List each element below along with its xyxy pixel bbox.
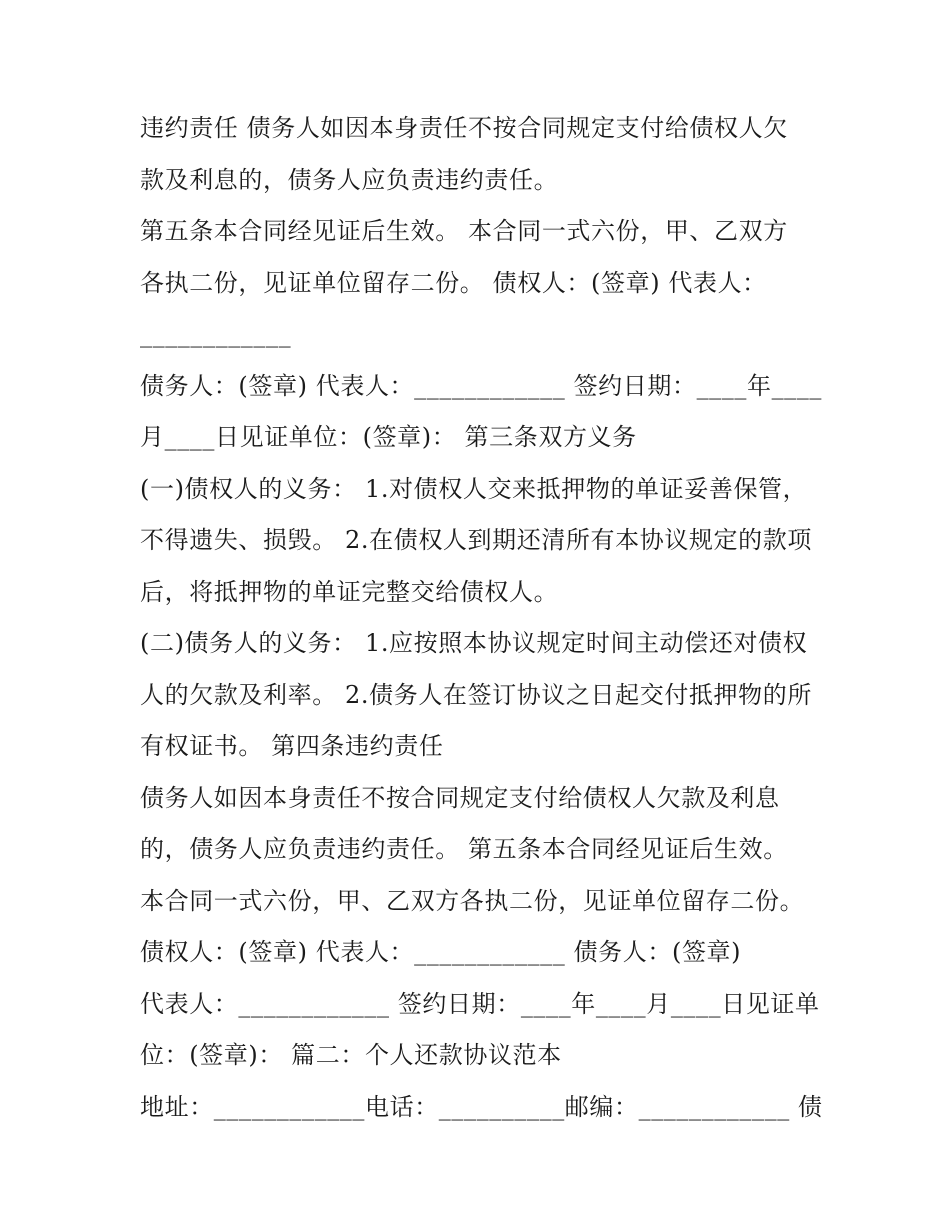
text-line-10: 后，将抵押物的单证完整交给债权人。: [140, 577, 559, 606]
text-line-12: 人的欠款及利率。 2.债务人在签订协议之日起交付抵押物的所: [140, 680, 812, 709]
text-line-18: 代表人：____________ 签约日期：____年____月____日见证单: [140, 989, 820, 1018]
text-line-4: 各执二份，见证单位留存二份。 债权人：(签章) 代表人：: [140, 268, 767, 297]
text-line-3: 第五条本合同经见证后生效。 本合同一式六份，甲、乙双方: [140, 217, 788, 245]
text-line-13: 有权证书。 第四条违约责任: [140, 732, 444, 760]
text-line-2: 款及利息的，债务人应负责违约责任。: [140, 165, 559, 194]
text-line-5: ____________: [140, 320, 292, 348]
text-line-14: 债务人如因本身责任不按合同规定支付给债权人欠款及利息: [140, 783, 780, 812]
text-line-16: 本合同一式六份，甲、乙双方各执二份，见证单位留存二份。: [140, 886, 805, 915]
text-line-19: 位：(签章)： 篇二：个人还款协议范本: [140, 1041, 562, 1069]
text-line-1: 违约责任 债务人如因本身责任不按合同规定支付给债权人欠: [140, 114, 788, 142]
text-line-20: 地址：____________电话：__________邮编：____________ 债: [140, 1092, 823, 1121]
text-line-17: 债权人：(签章) 代表人：____________ 债务人：(签章): [140, 938, 742, 966]
text-line-11: (二)债务人的义务： 1.应按照本协议规定时间主动偿还对债权: [140, 629, 808, 657]
text-line-7: 月____日见证单位：(签章)： 第三条双方义务: [140, 423, 637, 451]
text-line-15: 的，债务人应负责违约责任。 第五条本合同经见证后生效。: [140, 835, 788, 863]
text-line-8: (一)债权人的义务： 1.对债权人交来抵押物的单证妥善保管，: [140, 474, 808, 503]
text-line-9: 不得遗失、损毁。 2.在债权人到期还清所有本协议规定的款项: [140, 526, 812, 554]
document-body: [140, 103, 823, 1133]
text-line-6: 债务人：(签章) 代表人：____________ 签约日期：____年____: [140, 371, 822, 400]
